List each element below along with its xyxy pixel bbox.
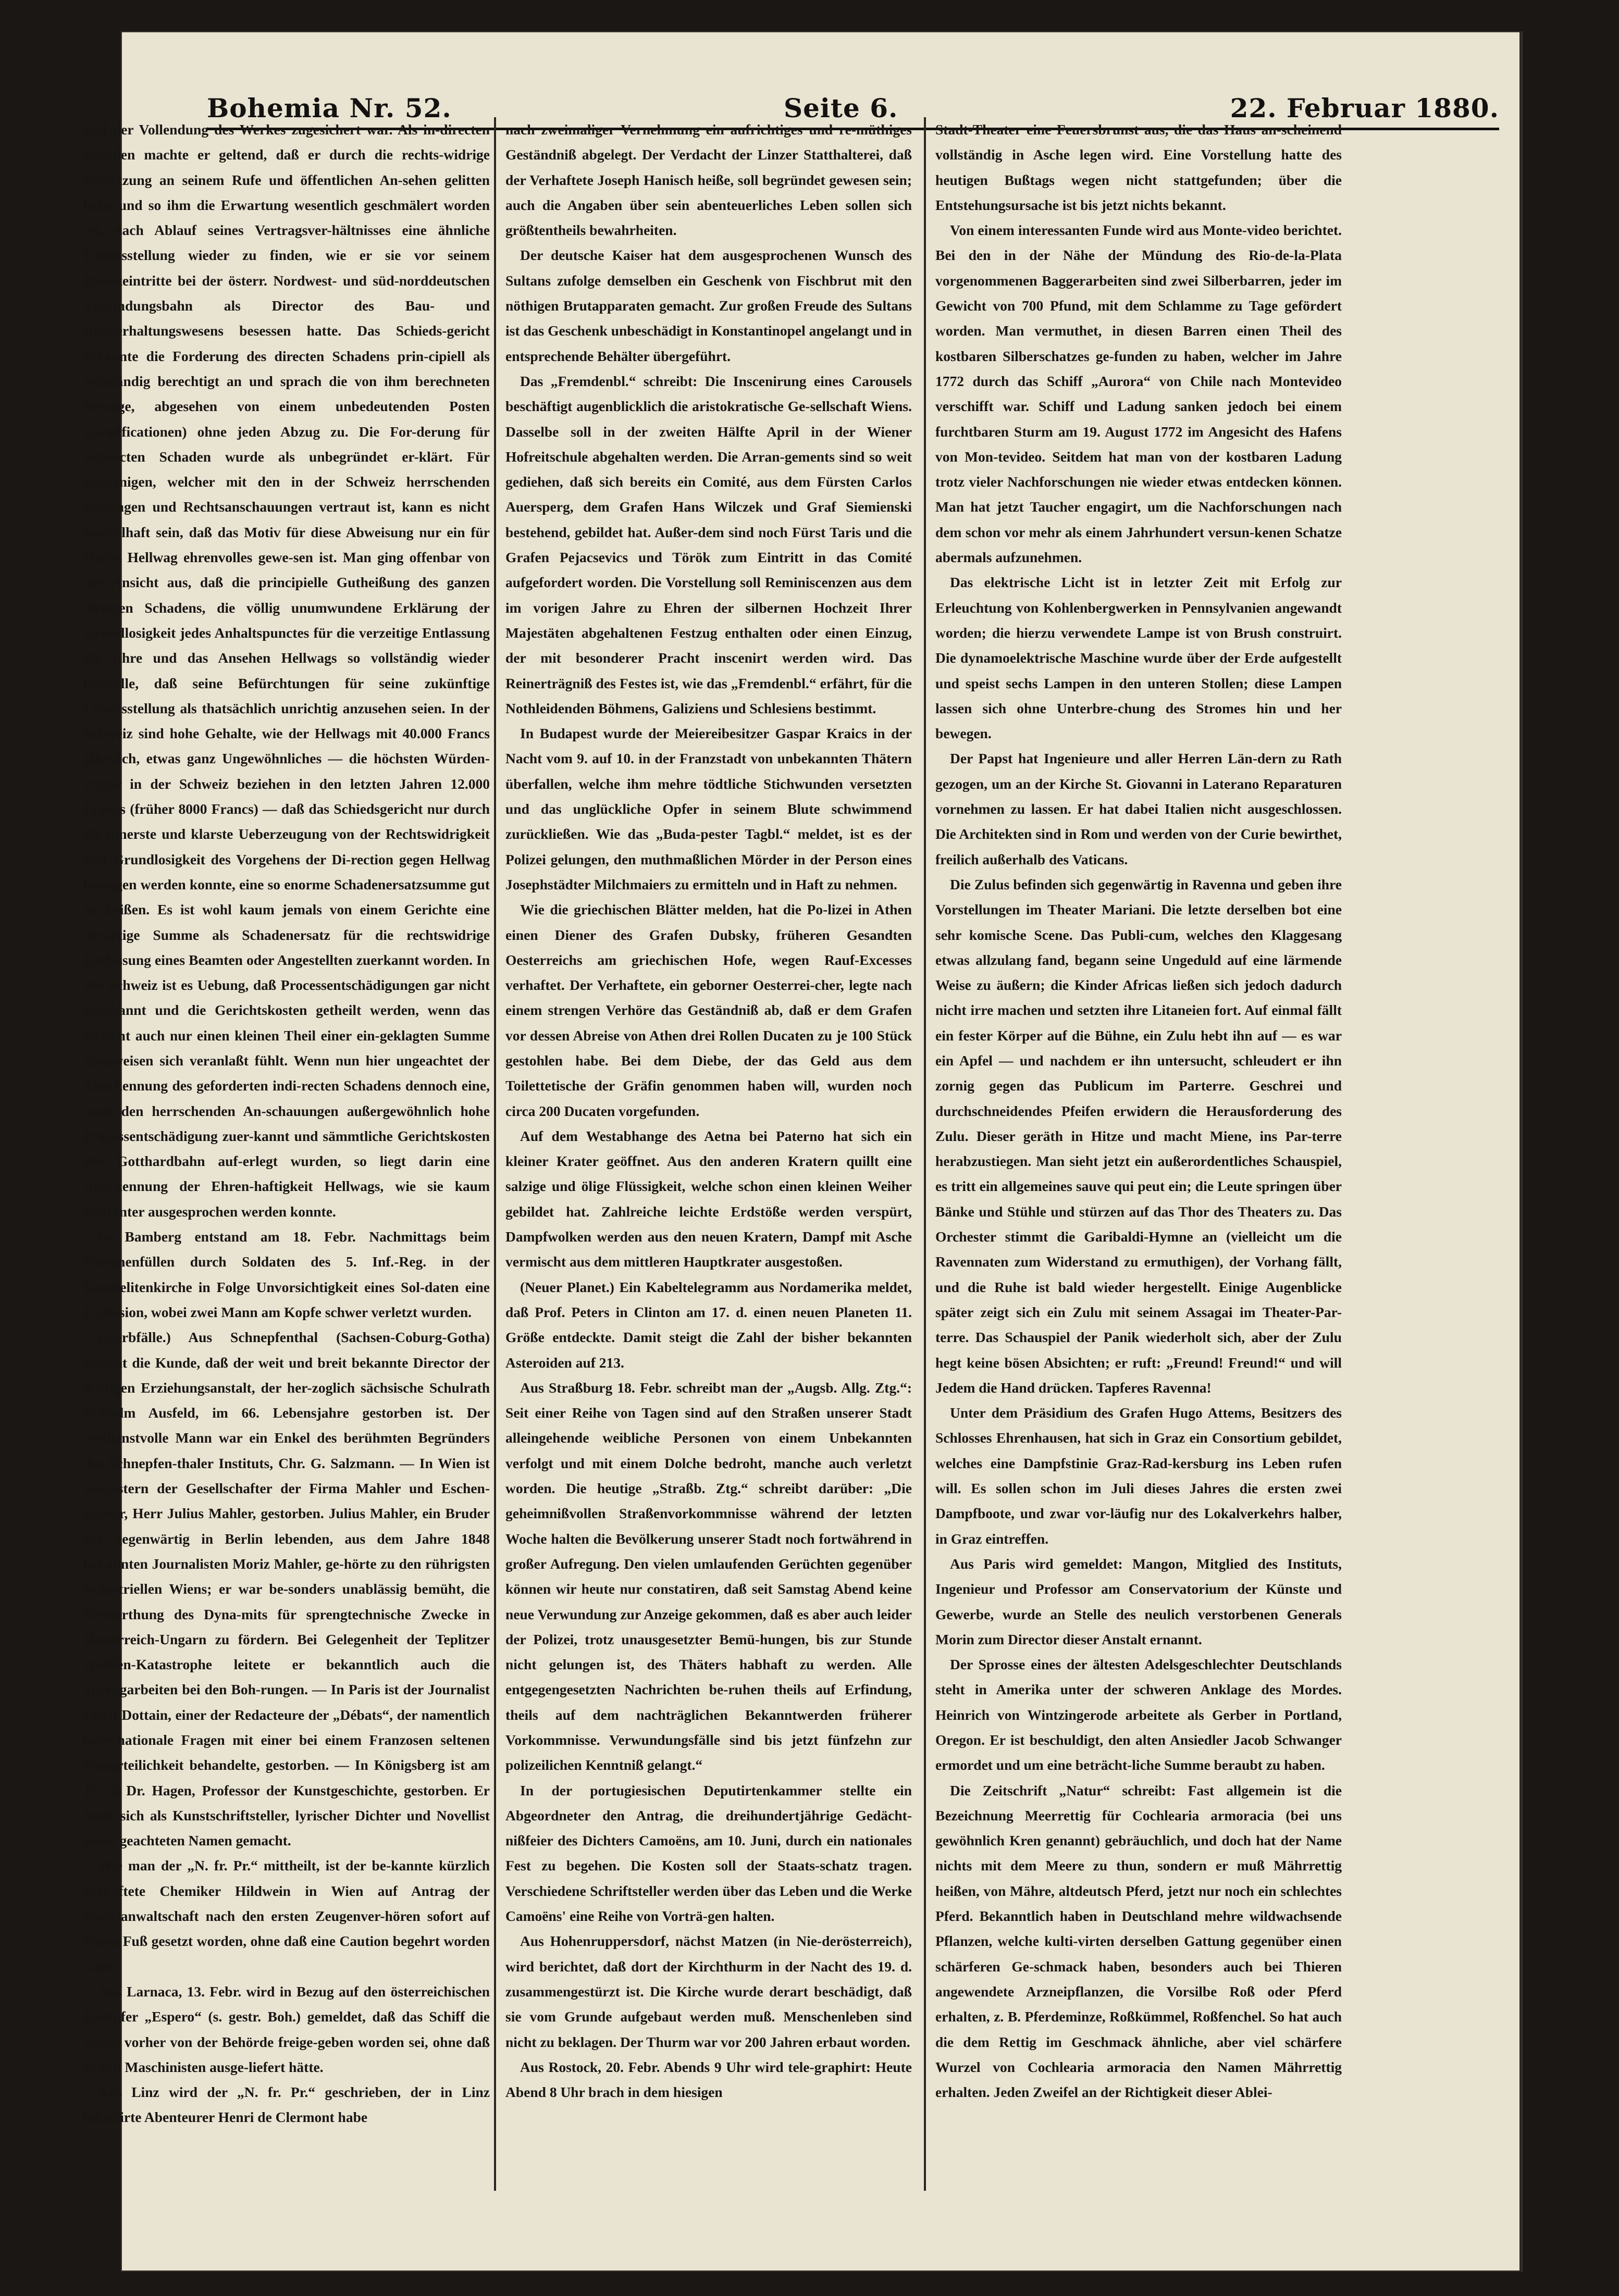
article-paragraph: In der portugiesischen Deputirtenkammer stellte ein Abgeordneter den Antrag, die dreihundertjährige Gedächt-nißfeier des Dichters Camoëns, am 10. Juni, durch ein nationales Fest zu begehen. Die Kosten soll der Staats-schatz tragen. Verschiedene Schriftsteller werden über das Leben und die Werke Camoëns' eine Reihe von Vorträ-gen halten.: [505, 1782, 912, 1925]
issue-date: 22. Februar 1880.: [1230, 93, 1499, 123]
article-paragraph: Von einem interessanten Funde wird aus Monte-video berichtet. Bei den in der Nähe der Mündung des Rio-de-la-Plata vorgenommenen Baggerarbeiten sind zwei Silberbarren, jeder im Gewicht von 700 Pfund, mit dem Schlamme zu Tage gefördert worden. Man vermuthet, in diesen Barren einen Theil des kostbaren Silberschatzes ge-funden zu haben, welcher im Jahre 1772 durch das Schiff „Aurora“ von Chile nach Montevideo verschifft war. Schiff und Ladung sanken jedoch bei einem furchtbaren Sturm am 19. August 1772 im Angesicht des Hafens von Mon-tevideo. Seitdem hat man von der kostbaren Ladung trotz vieler Nachforschungen nie wieder etwas entdecken können. Man hat jetzt Taucher engagirt, um die Nachforschungen nach dem schon vor mehr als einem Jahrhundert versun-kenen Schatze abermals aufzunehmen.: [935, 222, 1342, 566]
article-paragraph: Der deutsche Kaiser hat dem ausgesprochenen Wunsch des Sultans zufolge demselben ein Geschenk von Fischbrut mit den nöthigen Brutapparaten gemacht. Zur großen Freude des Sultans ist das Geschenk unbeschädigt in Konstantinopel angelangt und in entsprechende Behälter übergeführt.: [505, 247, 912, 364]
article-paragraph: Aus Straßburg 18. Febr. schreibt man der „Augsb. Allg. Ztg.“: Seit einer Reihe von Tagen sind auf den Straßen unserer Stadt alleingehende weibliche Personen von einem Unbekannten verfolgt und mit einem Dolche bedroht, manche auch verletzt worden. Die heutige „Straßb. Ztg.“ schreibt darüber: „Die geheimnißvollen Straßenvorkommnisse während der letzten Woche halten die Bevölkerung unserer Stadt noch fortwährend in großer Aufregung. Den vielen umlaufenden Gerüchten gegenüber können wir heute nur constatiren, daß seit Samstag Abend keine neue Verwundung zur Anzeige gekommen, daß es aber auch leider der Polizei, trotz unausgesetzter Bemü-hungen, bis zur Stunde nicht gelungen ist, des Thäters habhaft zu werden. Alle entgegengesetzten Nachrichten be-ruhen theils auf Erfindung, theils auf dem nachträglichen Bekanntwerden früherer Vorkommnisse. Verwundungsfälle sind bis jetzt fünfzehn zur polizeilichen Kenntniß gelangt.“: [505, 1379, 912, 1773]
article-paragraph: Unter dem Präsidium des Grafen Hugo Attems, Besitzers des Schlosses Ehrenhausen, hat sich in Graz ein Consortium gebildet, welches eine Dampfstinie Graz-Rad-kersburg ins Leben rufen will. Es sollen schon im Juli dieses Jahres die ersten zwei Dampfboote, und zwar vor-läufig nur des Lokalverkehrs halber, in Graz eintreffen.: [935, 1405, 1342, 1547]
column-3: [935, 117, 1342, 2105]
column-rule: [924, 117, 926, 2191]
masthead-left: Bohemia Nr. 52.: [207, 93, 452, 123]
article-paragraph: Auf dem Westabhange des Aetna bei Paterno hat sich ein kleiner Krater geöffnet. Aus den anderen Kratern quillt eine salzige und ölige Flüssigkeit, welche schon einen kleinen Weiher gebildet hat. Zahlreiche leichte Erdstöße werden verspürt, Dampfwolken werden aus den neuen Kratern, Dampf mit Asche vermischt aus dem mittleren Hauptkrater ausgestoßen.: [505, 1127, 912, 1270]
page-edge-line: [1519, 31, 1522, 2272]
article-paragraph: Der Sprosse eines der ältesten Adelsgeschlechter Deutschlands steht in Amerika unter der schweren Anklage des Mordes. Heinrich von Wintzingerode arbeitete als Gerber in Portland, Oregon. Er ist beschuldigt, den alten Ansiedler Jacob Schwanger ermordet und um eine beträcht-liche Summe beraubt zu haben.: [935, 1656, 1342, 1773]
article-paragraph: (Neuer Planet.) Ein Kabeltelegramm aus Nordamerika meldet, daß Prof. Peters in Clinton am 17. d. einen neuen Planeten 11. Größe entdeckte. Damit steigt die Zahl der bisher bekannten Asteroiden auf 213.: [505, 1279, 912, 1371]
article-paragraph: Wie man der „N. fr. Pr.“ mittheilt, ist der be-kannte kürzlich verhaftete Chemiker Hildwein in Wien auf Antrag der Staatsanwaltschaft nach den ersten Zeugenver-hören sofort auf freien Fuß gesetzt worden, ohne daß eine Caution begehrt worden wäre.: [83, 1857, 490, 1975]
column-2: [505, 117, 912, 2105]
page-number: Seite 6.: [783, 93, 898, 123]
article-paragraph: In Budapest wurde der Meiereibesitzer Gaspar Kraics in der Nacht vom 9. auf 10. in der Franzstadt von unbekannten Thätern überfallen, welche ihm mehre tödtliche Stichwunden versetzten und das unglückliche Opfer in seinem Blute schwimmend zurückließen. Wie das „Buda-pester Tagbl.“ meldet, ist es der Polizei gelungen, den muthmaßlichen Mörder in der Person eines Josephstädter Milchmaiers zu ermitteln und in Haft zu nehmen.: [505, 725, 912, 892]
article-paragraph: Der Papst hat Ingenieure und aller Herren Län-dern zu Rath gezogen, um an der Kirche St. Giovanni in Laterano Reparaturen vornehmen zu lassen. Er hat dabei Italien nicht ausgeschlossen. Die Architekten sind in Rom und werden von der Curie bewirthet, freilich außerhalb des Vaticans.: [935, 750, 1342, 867]
article-paragraph: nach zweimaliger Vernehmung ein aufrichtiges und re-müthiges Geständniß abgelegt. Der Verdacht der Linzer Statthalterei, daß der Verhaftete Joseph Hanisch heiße, soll begründet gewesen sein; auch die Angaben über sein abenteuerliches Leben sollen sich größtentheils bewahrheiten.: [505, 121, 912, 239]
article-paragraph: Das elektrische Licht ist in letzter Zeit mit Erfolg zur Erleuchtung von Kohlenbergwerken in Pennsylvanien angewandt worden; die hierzu verwendete Lampe ist von Brush construirt. Die dynamoelektrische Maschine wurde über der Erde aufgestellt und speist sechs Lampen in den unteren Stollen; diese Lampen lassen sich ohne Unterbre-chung des Stromes hin und her bewegen.: [935, 574, 1342, 742]
article-paragraph: Die Zeitschrift „Natur“ schreibt: Fast allgemein ist die Bezeichnung Meerrettig für Cochlearia armoracia (bei uns gewöhnlich Kren genannt) gebräuchlich, und doch hat der Name nichts mit dem Meere zu thun, sondern er muß Mährrettig heißen, von Mähre, altdeutsch Pferd, jetzt nur noch ein schlechtes Pferd. Bekanntlich haben in Deutschland mehre wildwachsende Pflanzen, welche kulti-virten derselben Gattung gegenüber einen schärferen Ge-schmack haben, besonders auch bei Thieren angewendete Arzneipflanzen, die Vorsilbe Roß oder Pferd erhalten, z. B. Pferdeminze, Roßkümmel, Roßfenchel. So hat auch die dem Rettig im Geschmack ähnliche, aber viel schärfere Wurzel von Cochlearia armoracia den Namen Mährrettig erhalten. Jeden Zweifel an der Richtigkeit dieser Ablei-: [935, 1782, 1342, 2101]
article-paragraph: Aus Hohenruppersdorf, nächst Matzen (in Nie-derösterreich), wird berichtet, daß dort der Kirchthurm in der Nacht des 19. d. zusammengestürzt ist. Die Kirche wurde derart beschädigt, daß sie vom Grunde aufgebaut werden muß. Menschenleben sind nicht zu beklagen. Der Thurm war vor 200 Jahren erbaut worden.: [505, 1933, 912, 2050]
article-paragraph: Aus Linz wird der „N. fr. Pr.“ geschrieben, der in Linz inhaftirte Abenteurer Henri de Clermont habe: [83, 2084, 490, 2126]
article-paragraph: Aus Paris wird gemeldet: Mangon, Mitglied des Instituts, Ingenieur und Professor am Conservatorium der Künste und Gewerbe, wurde an Stelle des neulich verstorbenen Generals Morin zum Director dieser Anstalt ernannt.: [935, 1555, 1342, 1647]
column-rule: [494, 117, 496, 2191]
article-paragraph: Stadt-Theater eine Feuersbrunst aus, die das Haus an-scheinend vollständig in Asche legen wird. Eine Vorstellung hatte des heutigen Bußtags wegen nicht stattgefunden; über die Entstehungsursache ist bis jetzt nichts bekannt.: [935, 121, 1342, 213]
article-paragraph: Wie die griechischen Blätter melden, hat die Po-lizei in Athen einen Diener des Grafen Dubsky, früheren Gesandten Oesterreichs am griechischen Hofe, wegen Rauf-Excesses verhaftet. Der Verhaftete, ein geborner Oesterrei-cher, legte nach einem strengen Verhöre das Geständniß ab, daß er dem Grafen vor dessen Abreise von Athen drei Rollen Ducaten zu je 100 Stück gestohlen habe. Bei dem Diebe, der das Geld aus dem Toilettetische der Gräfin genommen haben will, wurden noch circa 200 Ducaten vorgefunden.: [505, 901, 912, 1119]
article-paragraph: Die Zulus befinden sich gegenwärtig in Ravenna und geben ihre Vorstellungen im Theater Mariani. Die letzte derselben bot eine sehr komische Scene. Das Publi-cum, welches den Klaggesang etwas allzulang fand, begann seine Ungeduld auf eine lärmende Weise zu äußern; die Kinder Africas ließen sich jedoch dadurch nicht irre machen und setzten ihre Litaneien fort. Auf einmal fällt ein fester Körper auf die Bühne, ein Zulu hebt ihn auf — es war ein Apfel — und nachdem er ihn untersucht, schleudert er ihn zornig gegen das Publicum im Parterre. Geschrei und durchschneidendes Pfeifen erwidern die Herausforderung des Zulu. Dieser geräth in Hitze und macht Miene, ins Par-terre herabzustiegen. Man sieht jetzt ein außerordentliches Schauspiel, es tritt ein allgemeines sauve qui peut ein; die Leute springen über Bänke und Stühle und stürzen auf das Thor des Theaters zu. Das Orchester stimmt die Garibaldi-Hymne an (vielleicht um die Ravennaten zum Widerstand zu ermuthigen), der Vorhang fällt, und die Ruhe ist bald wieder hergestellt. Einige Augenblicke später zeigt sich ein Zulu mit seinem Assagai im Theater-Par-terre. Das Schauspiel der Panik wiederholt sich, aber der Zulu hegt keine bösen Absichten; er ruft: „Freund! Freund!“ und will Jedem die Hand drücken. Tapferes Ravenna!: [935, 876, 1342, 1396]
article-paragraph: Aus Rostock, 20. Febr. Abends 9 Uhr wird tele-graphirt: Heute Abend 8 Uhr brach in dem hiesigen: [505, 2058, 912, 2101]
article-paragraph: (Sterbfälle.) Aus Schnepfenthal (Sachsen-Coburg-Gotha) kommt die Kunde, daß der weit und breit bekannte Director der dortigen Erziehungsanstalt, der her-zoglich sächsische Schulrath Wilhelm Ausfeld, im 66. Lebensjahre gestorben ist. Der verdienstvolle Mann war ein Enkel des berühmten Begründers des Schnepfen-thaler Instituts, Chr. G. Salzmann. — In Wien ist vorgestern der Gesellschafter der Firma Mahler und Eschen-bacher, Herr Julius Mahler, gestorben. Julius Mahler, ein Bruder des gegenwärtig in Berlin lebenden, aus dem Jahre 1848 bekannten Journalisten Moriz Mahler, ge-hörte zu den rührigsten Industriellen Wiens; er war be-sonders unablässig bemüht, die Verwerthung des Dyna-mits für sprengtechnische Zwecke in Oesterreich-Ungarn zu fördern. Bei Gelegenheit der Teplitzer Quellen-Katastrophe leitete er bekanntlich auch die Sprengarbeiten bei den Boh-rungen. — In Paris ist der Journalist Ernst Dottain, einer der Redacteure der „Débats“, der namentlich inter-nationale Fragen mit einer bei einem Franzosen seltenen Unparteilichkeit behandelte, gestorben. — In Königsberg ist am 15. d. Dr. Hagen, Professor der Kunstgeschichte, gestorben. Er hatte sich als Kunstschriftsteller, lyrischer Dichter und Novellist einen geachteten Namen gemacht.: [83, 1329, 490, 1849]
article-paragraph: In Bamberg entstand am 18. Febr. Nachmittags beim Patronenfüllen durch Soldaten des 5. Inf.-Reg. in der Karmelitenkirche in Folge Unvorsichtigkeit eines Sol-daten eine Explosion, wobei zwei Mann am Kopfe schwer verletzt wurden.: [83, 1228, 490, 1320]
article-paragraph: Das „Fremdenbl.“ schreibt: Die Inscenirung eines Carousels beschäftigt augenblicklich die aristokratische Ge-sellschaft Wiens. Dasselbe soll in der zweiten Hälfte April in der Wiener Hofreitschule abgehalten werden. Die Arran-gements sind so weit gediehen, daß sich bereits ein Comité, aus dem Fürsten Carlos Auersperg, dem Grafen Hans Wilczek und Graf Siemienski bestehend, gebildet hat. Außer-dem sind noch Fürst Taris und die Grafen Pejacsevics und Török zum Eintritt in das Comité aufgefordert worden. Die Vorstellung soll Reminiscenzen aus dem im vorigen Jahre zu Ehren der silbernen Hochzeit Ihrer Majestäten abgehaltenen Festzug enthalten oder einen Einzug, der mit besonderer Pracht inscenirt werden wird. Das Reinerträgniß des Festes ist, wie das „Fremdenbl.“ erfährt, für die Nothleidenden Böhmens, Galiziens und Schlesiens bestimmt.: [505, 373, 912, 716]
column-1: [83, 117, 490, 2130]
article-paragraph: Aus Larnaca, 13. Febr. wird in Bezug auf den österreichischen Dampfer „Espero“ (s. gestr. Boh.) gemeldet, daß das Schiff die Nacht vorher von der Behörde freige-geben worden sei, ohne daß es den Maschinisten ausge-liefert hätte.: [83, 1983, 490, 2075]
article-paragraph: Fall der Vollendung des Werkes zugesichert war. Als in-directen Schaden machte er geltend, daß er durch die rechts-widrige Entsetzung an seinem Rufe und öffentlichen An-sehen gelitten habe und so ihm die Erwartung wesentlich geschmälert worden sei, nach Ablauf seines Vertragsver-hältnisses eine ähnliche Lebensstellung wieder zu finden, wie er sie vor seinem Diensteintritte bei der österr. Nordwest- und süd-norddeutschen Verbindungsbahn als Director des Bau- und Bahnerhaltungswesens besessen hatte. Das Schieds-gericht erkannte die Forderung des directen Schadens prin-cipiell als vollständig berechtigt an und sprach die von ihm berechneten Beträge, abgesehen von einem unbedeutenden Posten (Gratificationen) ohne jeden Abzug zu. Die For-derung für indirecten Schaden wurde als unbegründet er-klärt. Für Denjenigen, welcher mit den in der Schweiz herrschenden Uebungen und Rechtsanschauungen vertraut ist, kann es nicht zweifelhaft sein, daß das Motiv für diese Abweisung nur ein für Herrn Hellwag ehrenvolles gewe-sen ist. Man ging offenbar von der Ansicht aus, daß die principielle Gutheißung des ganzen directen Schadens, die völlig unumwundene Erklärung der Grundlosigkeit jedes Anhaltspunctes für die verzeitige Entlassung die Ehre und das Ansehen Hellwags so vollständig wieder herstelle, daß seine Befürchtungen für seine zukünftige Lebensstellung als thatsächlich unrichtig anzusehen seien. In der Schweiz sind hohe Gehalte, wie der Hellwags mit 40.000 Francs jähr-lich, etwas ganz Ungewöhnliches — die höchsten Würden-träger in der Schweiz beziehen in den letzten Jahren 12.000 Francs (früher 8000 Francs) — daß das Schiedsgericht nur durch die innerste und klarste Ueberzeugung von der Rechtswidrigkeit und Grundlosigkeit des Vorgehens der Di-rection gegen Hellwag bewogen werden konnte, eine so enorme Schadenersatzsumme gut zu heißen. Es ist wohl kaum jemals von einem Gerichte eine derartige Summe als Schadenersatz für die rechtswidrige Entlassung eines Beamten oder Angestellten zuerkannt worden. In der Schweiz ist es Uebung, daß Processentschädigungen gar nicht zuerkannt und die Gerichtskosten getheilt werden, wenn das Gericht auch nur einen kleinen Theil einer ein-geklagten Summe abzuweisen sich veranlaßt fühlt. Wenn nun hier ungeachtet der Aberkennung des geforderten indi-recten Schadens dennoch eine, nach den herrschenden An-schauungen außergewöhnlich hohe Processentschädigung zuer-kannt und sämmtliche Gerichtskosten der Gotthardbahn auf-erlegt wurden, so liegt darin eine Anerkennung der Ehren-haftigkeit Hellwags, wie sie kaum eclatanter ausgesprochen werden konnte.: [83, 121, 490, 1220]
